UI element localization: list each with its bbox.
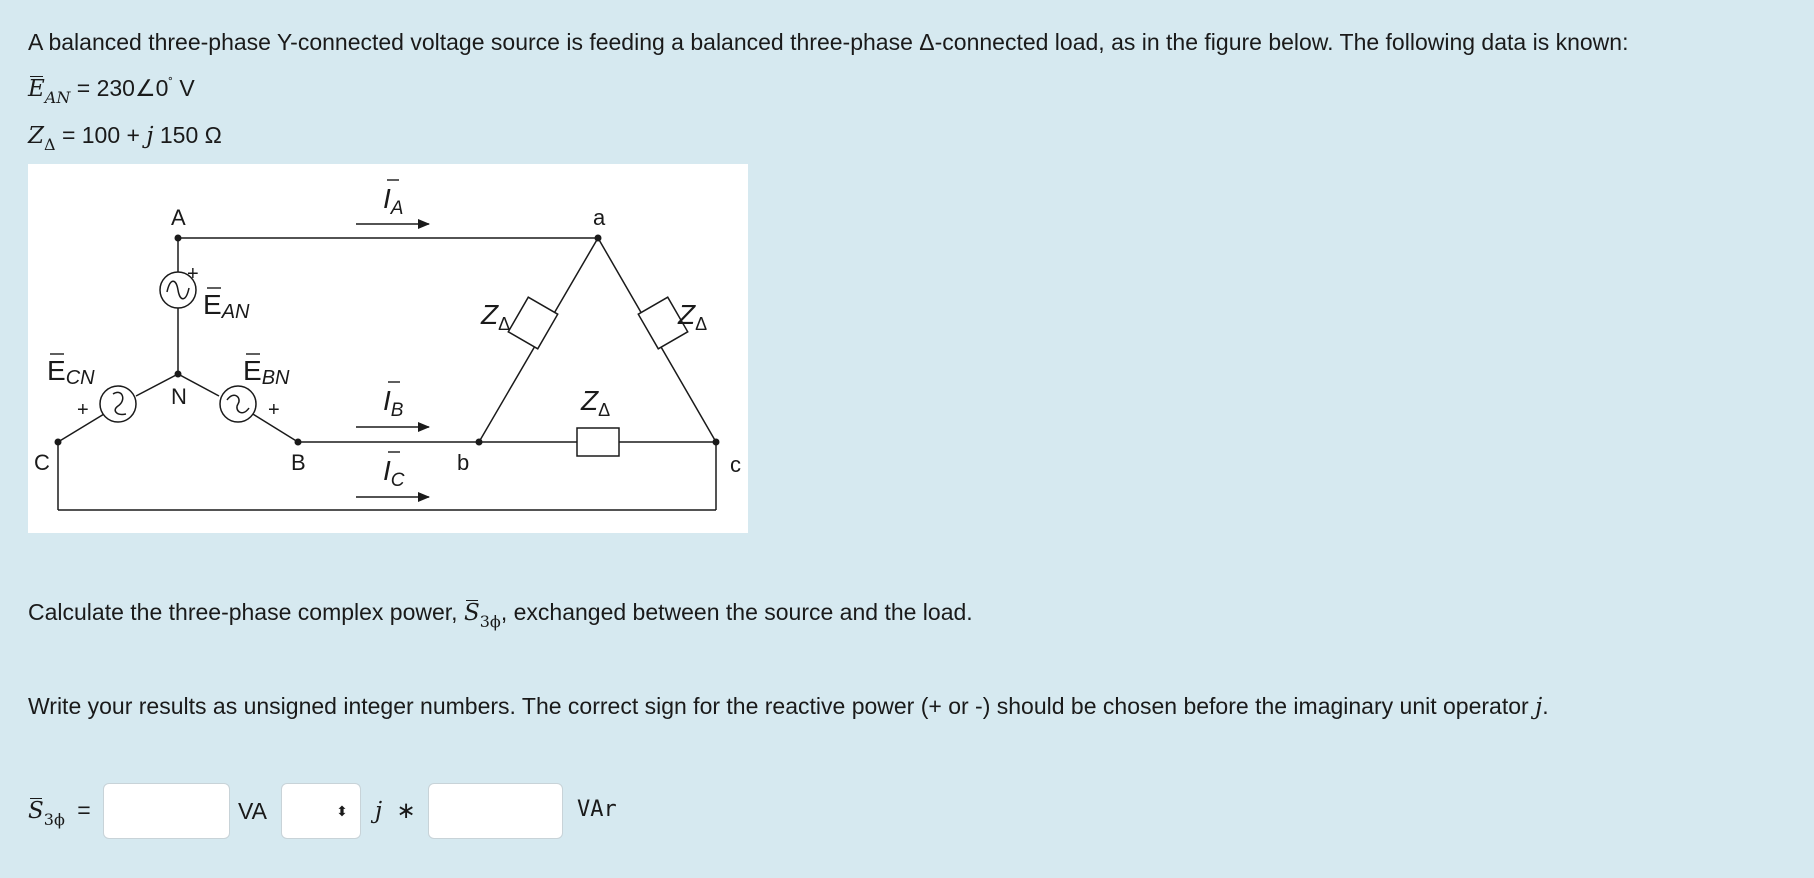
node-label-C: C xyxy=(34,450,50,475)
multiply-sign: ∗ xyxy=(396,797,416,823)
z-value-imag: 150 Ω xyxy=(153,122,222,148)
s3phi-symbol: S xyxy=(463,600,480,626)
ic-label: $I_C$ xyxy=(383,455,405,491)
circuit-figure xyxy=(28,164,748,533)
ean-symbol: E xyxy=(28,76,45,102)
unit-var: VAr xyxy=(577,797,617,822)
z-label-bc: $Z_\Delta$ xyxy=(581,385,611,420)
source-b xyxy=(220,386,256,422)
ib-label: $I_B$ xyxy=(383,385,404,421)
ean-value: = 230∠0 xyxy=(76,75,169,101)
j-times-label xyxy=(375,796,416,825)
node-label-N: N xyxy=(171,384,187,409)
z-symbol: Z xyxy=(28,123,44,149)
equals-sign: = xyxy=(77,797,91,823)
delta-load xyxy=(479,238,716,456)
plus-sign-c: + xyxy=(77,399,89,421)
unit-va: VA xyxy=(238,798,267,824)
plus-sign-a: + xyxy=(187,263,199,285)
instruction-text xyxy=(28,692,1549,721)
instruction-post: . xyxy=(1542,693,1549,719)
ia-label: $I_A$ xyxy=(383,183,404,219)
s3phi-subscript: 3ϕ xyxy=(43,810,65,829)
s3phi-symbol: S xyxy=(28,798,44,824)
node-label-a: a xyxy=(593,205,606,230)
ecn-label: ECN xyxy=(47,355,95,389)
z-subscript: Δ xyxy=(43,135,56,154)
question-post: , exchanged between the source and the load. xyxy=(500,599,973,625)
s3phi-subscript: 3ϕ xyxy=(479,612,501,631)
question-text xyxy=(28,598,973,629)
ebn-label: EBN xyxy=(243,355,290,389)
z-label-ab: $Z_\Delta$ xyxy=(481,299,511,334)
ean-unit: V xyxy=(179,75,195,101)
ean-label: EAN xyxy=(203,289,250,323)
real-power-input[interactable] xyxy=(103,783,230,839)
z-label-ac: $Z_\Delta$ xyxy=(678,299,708,334)
j-operator: j xyxy=(1535,694,1543,720)
j-operator: j xyxy=(375,798,383,824)
answer-label xyxy=(28,796,91,827)
question-pre: Calculate the three-phase complex power, xyxy=(28,599,464,625)
impedance-bc xyxy=(577,428,619,456)
given-z-delta xyxy=(28,121,222,152)
given-ean xyxy=(28,74,195,105)
select-arrow-icon: ⬍ xyxy=(336,802,348,819)
degree-symbol: ˚ xyxy=(168,75,174,91)
instruction-pre: Write your results as unsigned integer numbers. The correct sign for the reactive power (+ or -) should be chosen before the imaginary unit operator xyxy=(28,693,1536,719)
ean-subscript: AN xyxy=(44,88,71,107)
node-label-c: c xyxy=(730,452,741,477)
impedance-ab xyxy=(508,297,557,349)
z-value-real: = 100 + xyxy=(61,122,147,148)
plus-sign-b: + xyxy=(268,399,280,421)
node-label-b: b xyxy=(457,450,470,475)
reactive-power-input[interactable] xyxy=(428,783,563,839)
sign-select[interactable] xyxy=(281,783,361,839)
source-c xyxy=(100,386,136,422)
node-label-A: A xyxy=(171,205,186,230)
j-operator: j xyxy=(146,123,154,149)
intro-text: A balanced three-phase Y-connected voltage source is feeding a balanced three-phase Δ-connected load, as in the figure below. The following data is known: xyxy=(28,29,1629,55)
node-label-B: B xyxy=(291,450,306,475)
